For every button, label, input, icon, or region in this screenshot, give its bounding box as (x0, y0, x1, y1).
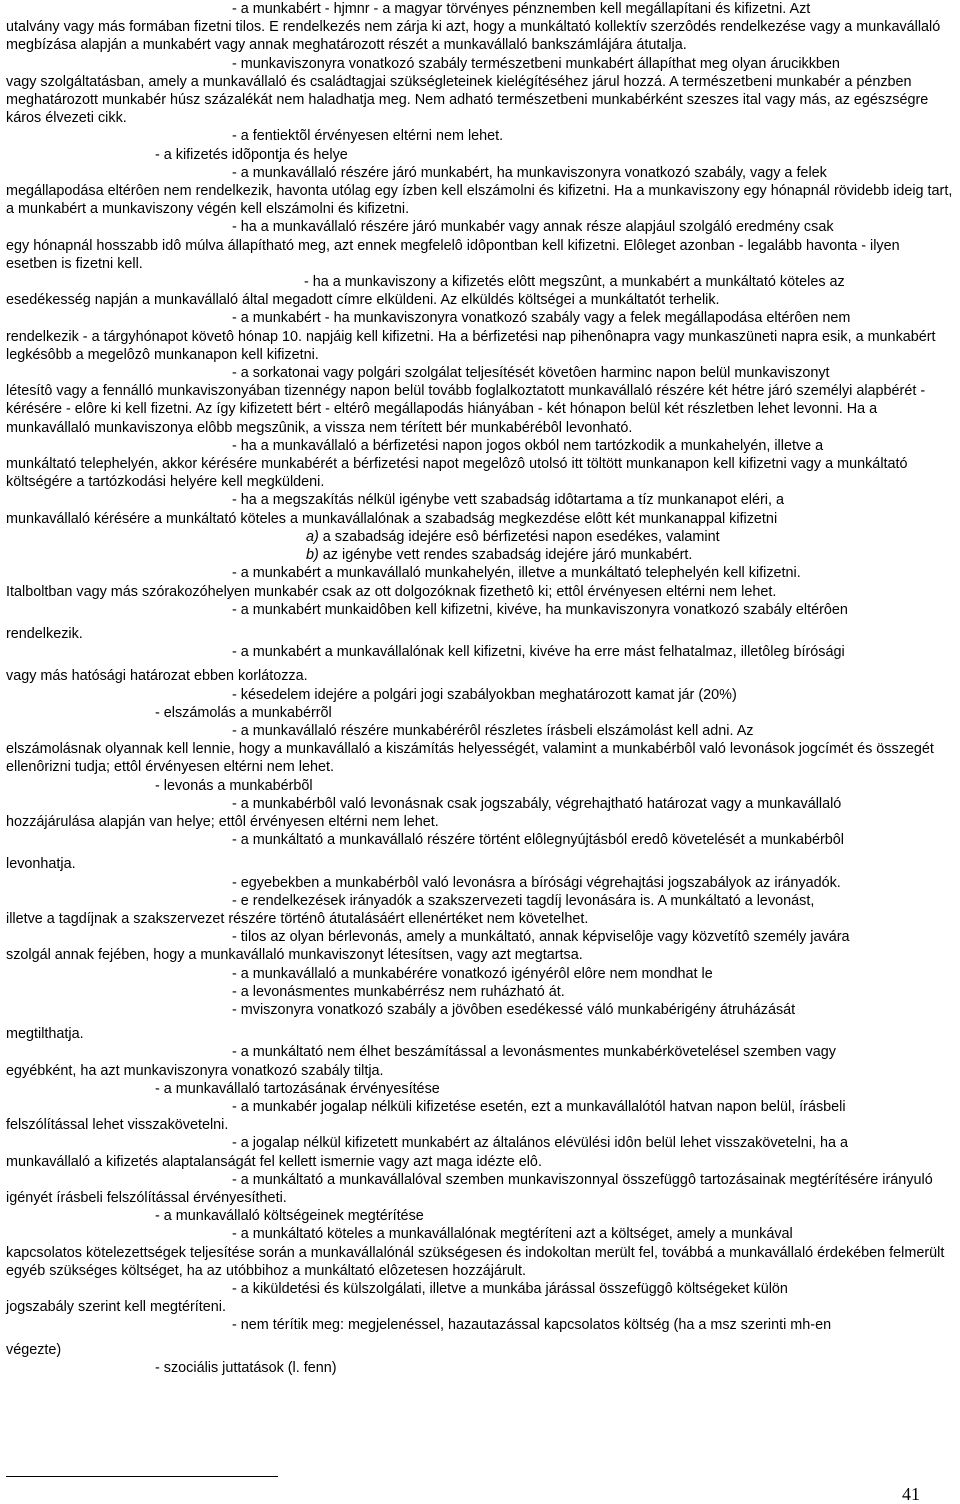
paragraph (6, 855, 954, 873)
paragraph-text: vagy szolgáltatásban, amely a munkavállaló és családtagjai szükségleteinek kielégítéséhez járul hozzá. A természetbeni munkabér a pénzben meghatározott munkabér húsz százalékát nem haladhatja meg. Nem adható természetbeni munkabérként szeszes ital vagy más, az egészségre káros élvezeti cikk. (6, 73, 929, 127)
paragraph (6, 73, 954, 128)
paragraph-text: - szociális juttatások (l. fenn) (155, 1359, 337, 1376)
paragraph (6, 965, 954, 983)
paragraph-text: - a munkavállaló részére járó munkabért, ha munkaviszonyra vonatkozó szabály, vagy a felek (232, 164, 827, 181)
paragraph (6, 1244, 954, 1280)
page-number: 41 (902, 1484, 920, 1504)
paragraph (6, 1080, 954, 1098)
paragraph (6, 273, 954, 291)
paragraph-text: - egyebekben a munkabérbôl való levonásra a bírósági végrehajtási jogszabályok az irányadók. (232, 874, 841, 891)
paragraph (6, 983, 954, 1001)
paragraph-text: - késedelem idejére a polgári jogi szabályokban meghatározott kamat jár (20%) (232, 686, 737, 703)
paragraph (6, 18, 954, 54)
paragraph (6, 564, 954, 582)
paragraph (6, 1098, 954, 1116)
paragraph-text: - a kifizetés idõpontja és helye (155, 146, 348, 163)
paragraph (6, 528, 954, 546)
paragraph (6, 364, 954, 382)
paragraph (6, 1153, 954, 1171)
paragraph (6, 1116, 954, 1134)
paragraph-text: Italboltban vagy más szórakozóhelyen munkabér csak az ott dolgozóknak fizethetô ki; ettôl érvényesen eltérni nem lehet. (6, 583, 777, 600)
list-label: b) (306, 547, 319, 564)
paragraph (6, 1280, 954, 1298)
paragraph (6, 1316, 954, 1334)
paragraph-text: jogszabály szerint kell megtéríteni. (6, 1299, 226, 1316)
paragraph (6, 182, 954, 218)
paragraph-text: - tilos az olyan bérlevonás, amely a munkáltató, annak képviselôje vagy közvetítô személy javára (232, 929, 850, 946)
paragraph (6, 795, 954, 813)
paragraph (6, 601, 954, 619)
paragraph (6, 1043, 954, 1061)
paragraph (6, 686, 954, 704)
paragraph-text: munkavállaló a kifizetés alaptalanságát fel kellett ismernie vagy azt maga idézte elô. (6, 1153, 542, 1170)
paragraph (6, 704, 954, 722)
paragraph (6, 928, 954, 946)
paragraph (6, 667, 954, 685)
paragraph (6, 831, 954, 849)
paragraph (6, 491, 954, 509)
paragraph-text: a szabadság idejére esô bérfizetési napon esedékes, valamint (318, 528, 720, 545)
paragraph (6, 643, 954, 661)
paragraph (6, 291, 954, 309)
paragraph (6, 455, 954, 491)
paragraph-text: - a fentiektõl érvényesen eltérni nem lehet. (232, 128, 504, 145)
paragraph (6, 813, 954, 831)
paragraph (6, 1001, 954, 1019)
paragraph-text: - a levonásmentes munkabérrész nem ruházható át. (232, 983, 565, 1000)
paragraph-text: - levonás a munkabérbõl (155, 777, 313, 794)
paragraph (6, 1189, 954, 1207)
paragraph-text: - a munkáltató a munkavállaló részére történt elôlegnyújtásból eredô követelését a munkabérbôl (232, 832, 844, 849)
paragraph (6, 510, 954, 528)
paragraph (6, 740, 954, 776)
paragraph (6, 722, 954, 740)
paragraph-text: rendelkezik - a tárgyhónapot követô hónap 10. napjáig kell kifizetni. Ha a bérfizetési nap pihenônapra vagy munkaszüneti napra esik, a munkabért legkésôbb a megelôzô munkanapon kell kifizetni. (6, 328, 936, 363)
paragraph-text: - a munkáltató a munkavállalóval szemben munkaviszonnyal összefüggô tartozásainak megtérítésére irányuló (232, 1171, 933, 1188)
document-body (6, 0, 954, 1377)
paragraph-text: - a jogalap nélkül kifizetett munkabért az általános elévülési idôn belül lehet visszakövetelni, ha a (232, 1135, 848, 1152)
paragraph (6, 146, 954, 164)
paragraph (6, 1341, 954, 1359)
paragraph-text: - a munkabért munkaidôben kell kifizetni, kivéve, ha munkaviszonyra vonatkozó szabály eltérôen (232, 601, 848, 618)
list-label: a) (306, 528, 319, 545)
paragraph-text: - ha a munkavállaló a bérfizetési napon jogos okból nem tartózkodik a munkahelyén, illetve a (232, 437, 824, 454)
paragraph-text: elszámolásnak olyannak kell lennie, hogy a munkavállaló a kiszámítás helyességét, valamint a munkabérbôl való levonások jogcímét és összegét ellenôrizni tudja; ettôl érvényesen eltérni nem lehet. (6, 741, 934, 776)
paragraph (6, 1062, 954, 1080)
paragraph-text: - a munkabérbôl való levonásnak csak jogszabály, végrehajtható határozat vagy a munkavállaló (232, 795, 842, 812)
paragraph-text: - a munkavállaló költségeinek megtérítése (155, 1208, 424, 1225)
paragraph-text: - munkaviszonyra vonatkozó szabály természetbeni munkabért állapíthat meg olyan árucikkben (232, 55, 840, 72)
paragraph-text: - a munkabért - hjmnr - a magyar törvényes pénznemben kell megállapítani és kifizetni. Azt (232, 1, 811, 17)
paragraph (6, 55, 954, 73)
paragraph-text: végezte) (6, 1341, 62, 1358)
paragraph-text: vagy más hatósági határozat ebben korlátozza. (6, 668, 308, 685)
paragraph-text: egyébként, ha azt munkaviszonyra vonatkozó szabály tiltja. (6, 1062, 384, 1079)
paragraph (6, 1025, 954, 1043)
paragraph-text: utalvány vagy más formában fizetni tilos. E rendelkezés nem zárja ki azt, hogy a munkáltató kollektív szerzôdés rendelkezése vagy a munkavállaló megbízása alapján a munkabért vagy annak meghatározott részét a munkavállaló bankszámlájára átutalja. (6, 19, 941, 54)
paragraph-text: igényét írásbeli felszólítással érvényesítheti. (6, 1190, 287, 1206)
paragraph (6, 1298, 954, 1316)
footnote-divider (6, 1476, 278, 1477)
paragraph-text: létesítô vagy a fennálló munkaviszonyában tizennégy napon belül tovább foglalkoztatott munkavállaló részére két hétre járó személyi alapbérét - kérésére - elôre ki kell fizetni. Az így kifizetett bért - eltérô megállapodás hiányában - két hónapon belül két részletben lehet levonni. Ha a munkavállaló munkaviszonya elôbb megszûnik, a vissza nem térített bér munkabérébôl levonható. (6, 383, 926, 436)
paragraph-text: - ha a munkavállaló részére járó munkabér vagy annak része alapjául szolgáló eredmény csak (232, 219, 834, 236)
paragraph (6, 218, 954, 236)
paragraph-text: - a munkáltató nem élhet beszámítással a levonásmentes munkabérkövetelésel szemben vagy (232, 1044, 836, 1061)
paragraph-text: illetve a tagdíjnak a szakszervezet részére történô átutalásáért ellenértéket nem követelhet. (6, 910, 589, 927)
paragraph (6, 237, 954, 273)
paragraph-text: - a munkavállaló tartozásának érvényesítése (155, 1080, 440, 1097)
paragraph-text: szolgál annak fejében, hogy a munkavállaló munkaviszonyt létesítsen, vagy azt megtartsa. (6, 947, 583, 964)
paragraph-text: kapcsolatos kötelezettségek teljesítése során a munkavállalónál szükségesen és indokoltan merült fel, továbbá a munkavállaló érdekében felmerült egyéb szükséges költséget, ha az utóbbihoz a munkáltató elôzetesen hozzájárult. (6, 1244, 945, 1279)
paragraph (6, 1359, 954, 1377)
paragraph (6, 0, 954, 18)
paragraph (6, 437, 954, 455)
paragraph-text: levonhatja. (6, 856, 76, 873)
paragraph-text: - a munkavállaló a munkabérére vonatkozó igényérôl elôre nem mondhat le (232, 965, 713, 982)
paragraph (6, 946, 954, 964)
paragraph-text: - a kiküldetési és külszolgálati, illetve a munkába járással összefüggô költségeket külön (232, 1281, 788, 1298)
paragraph-text: - a munkáltató köteles a munkavállalónak megtéríteni azt a költséget, amely a munkával (232, 1226, 793, 1243)
paragraph (6, 1134, 954, 1152)
paragraph-text: hozzájárulása alapján van helye; ettôl érvényesen eltérni nem lehet. (6, 813, 439, 830)
paragraph-text: - e rendelkezések irányadók a szakszervezeti tagdíj levonására is. A munkáltató a levonást, (232, 892, 815, 909)
paragraph (6, 874, 954, 892)
paragraph (6, 625, 954, 643)
paragraph (6, 127, 954, 145)
paragraph (6, 892, 954, 910)
paragraph-text: - ha a megszakítás nélkül igénybe vett szabadság idôtartama a tíz munkanapot eléri, a (232, 492, 784, 509)
paragraph-text: - a sorkatonai vagy polgári szolgálat teljesítését követôen harminc napon belül munkaviszonyt (232, 365, 830, 382)
paragraph (6, 1171, 954, 1189)
paragraph-text: - a munkabér jogalap nélküli kifizetése esetén, ezt a munkavállalótól hatvan napon belül, írásbeli (232, 1098, 846, 1115)
paragraph-text: esedékesség napján a munkavállaló által megadott címre elküldeni. Az elküldés költségei a munkáltatót terhelik. (6, 292, 720, 309)
paragraph (6, 777, 954, 795)
paragraph (6, 1225, 954, 1243)
paragraph (6, 328, 954, 364)
paragraph-text: megtilthatja. (6, 1026, 84, 1043)
paragraph-text: - a munkabért - ha munkaviszonyra vonatkozó szabály vagy a felek megállapodása eltérôen nem (232, 310, 851, 327)
paragraph-text: felszólítással lehet visszakövetelni. (6, 1117, 229, 1134)
paragraph-text: rendelkezik. (6, 625, 83, 642)
paragraph-text: az igénybe vett rendes szabadság idejére járó munkabért. (318, 547, 693, 564)
paragraph (6, 1207, 954, 1225)
paragraph (6, 164, 954, 182)
paragraph-text: - a munkabért a munkavállalónak kell kifizetni, kivéve ha erre mást felhatalmaz, illetôleg bírósági (232, 644, 845, 661)
paragraph (6, 309, 954, 327)
paragraph (6, 583, 954, 601)
paragraph-text: - ha a munkaviszony a kifizetés elôtt megszûnt, a munkabért a munkáltató köteles az (304, 274, 845, 291)
paragraph-text: - nem térítik meg: megjelenéssel, hazautazással kapcsolatos költség (ha a msz szerinti mh-en (232, 1317, 832, 1334)
paragraph (6, 910, 954, 928)
paragraph-text: - a munkavállaló részére munkabérérôl részletes írásbeli elszámolást kell adni. Az (232, 722, 754, 739)
paragraph-text: munkáltató telephelyén, akkor kérésére munkabérét a bérfizetési napot megelôzô utolsó itt töltött munkanapon kell kifizetni vagy a munkáltató költségére a tartózkodási helyére kell megküldeni. (6, 456, 908, 491)
paragraph-text: munkavállaló kérésére a munkáltató köteles a munkavállalónak a szabadság megkezdése elôtt két munkanappal kifizetni (6, 510, 778, 527)
paragraph-text: - elszámolás a munkabérrõl (155, 704, 332, 721)
paragraph (6, 546, 954, 564)
paragraph-text: - a munkabért a munkavállaló munkahelyén, illetve a munkáltató telephelyén kell kifizetni. (232, 565, 801, 582)
paragraph-text: egy hónapnál hosszabb idô múlva állapítható meg, azt ennek megfelelô idôpontban kell kifizetni. Elôleget azonban - legalább havonta - ilyen esetben is fizetni kell. (6, 237, 900, 272)
paragraph-text: megállapodása eltérôen nem rendelkezik, havonta utólag egy ízben kell elszámolni és kifizetni. Ha a munkaviszony egy hónapnál rövidebb ideig tart, a munkabért a munkaviszony végén kell elszámolni és kifizetni. (6, 183, 953, 218)
paragraph-text: - mviszonyra vonatkozó szabály a jövôben esedékessé váló munkabérigény átruházását (232, 1001, 796, 1018)
paragraph (6, 382, 954, 437)
